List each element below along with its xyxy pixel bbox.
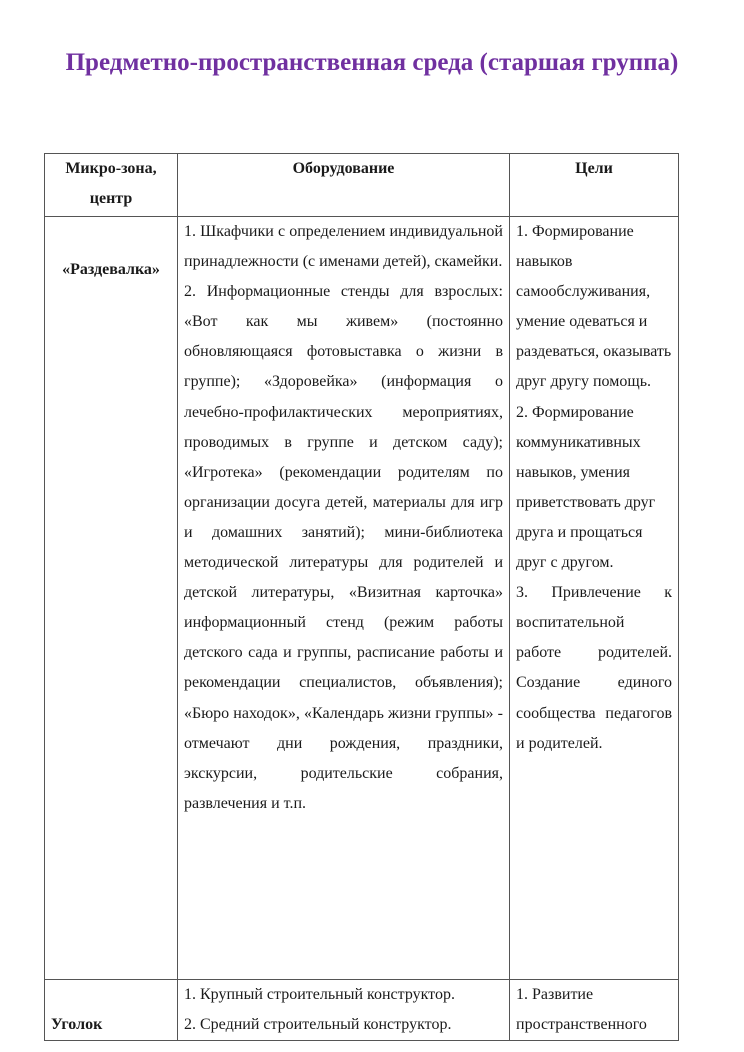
equipment-item: 2. Информационные стенды для взрослых: «Вот как мы живем» (постоянно обновляющаяся фотовыставка о жизни в группе); «Здоровейка» (информация о лечебно-профилактических мероприятиях, проводимых в группе и детском саду); «Игротека» (рекомендации родителям по организации досуга детей, материалы для игр и домашних занятий); мини-библиотека методической литературы для родителей и детской литературы, «Визитная карточка» информационный стенд (режим работы детского сада и группы, расписание работы и рекомендации специалистов, объявления); «Бюро находок», «Календарь жизни группы» - отмечают дни рождения, праздники, экскурсии, родительские собрания, развлечения и т.п. <box>184 283 503 812</box>
equipment-cell <box>178 980 510 1041</box>
equipment-item: 1. Крупный строительный конструктор. <box>184 986 455 1003</box>
header-zone: Микро-зона, центр <box>45 154 178 217</box>
table-row <box>45 980 679 1041</box>
page-title: Предметно-пространственная среда (старшая группа) <box>65 49 679 76</box>
table-row <box>45 217 679 980</box>
header-goals: Цели <box>510 154 679 217</box>
header-equipment: Оборудование <box>178 154 510 217</box>
goal-item: 1. Развитие пространственного <box>516 986 647 1034</box>
goal-item: 3. Привлечение к воспитательной работе родителей. Создание единого сообщества педагогов и родителей. <box>516 584 672 752</box>
equipment-item: 1. Шкафчики с определением индивидуальной принадлежности (с именами детей), скамейки. <box>184 223 503 271</box>
zone-cell: «Раздевалка» <box>45 217 178 980</box>
goals-cell <box>510 217 679 980</box>
environment-table <box>44 153 679 1041</box>
equipment-cell <box>178 217 510 980</box>
table-header-row <box>45 154 679 217</box>
goals-cell <box>510 980 679 1041</box>
goal-item: 1. Формирование навыков самообслуживания, умение одеваться и раздеваться, оказывать друг другу помощь. <box>516 223 672 391</box>
zone-cell: Уголок <box>45 980 178 1041</box>
equipment-item: 2. Средний строительный конструктор. <box>184 1016 452 1034</box>
goal-item: 2. Формирование коммуникативных навыков, умения приветствовать друг друга и прощаться друг с другом. <box>516 403 656 572</box>
